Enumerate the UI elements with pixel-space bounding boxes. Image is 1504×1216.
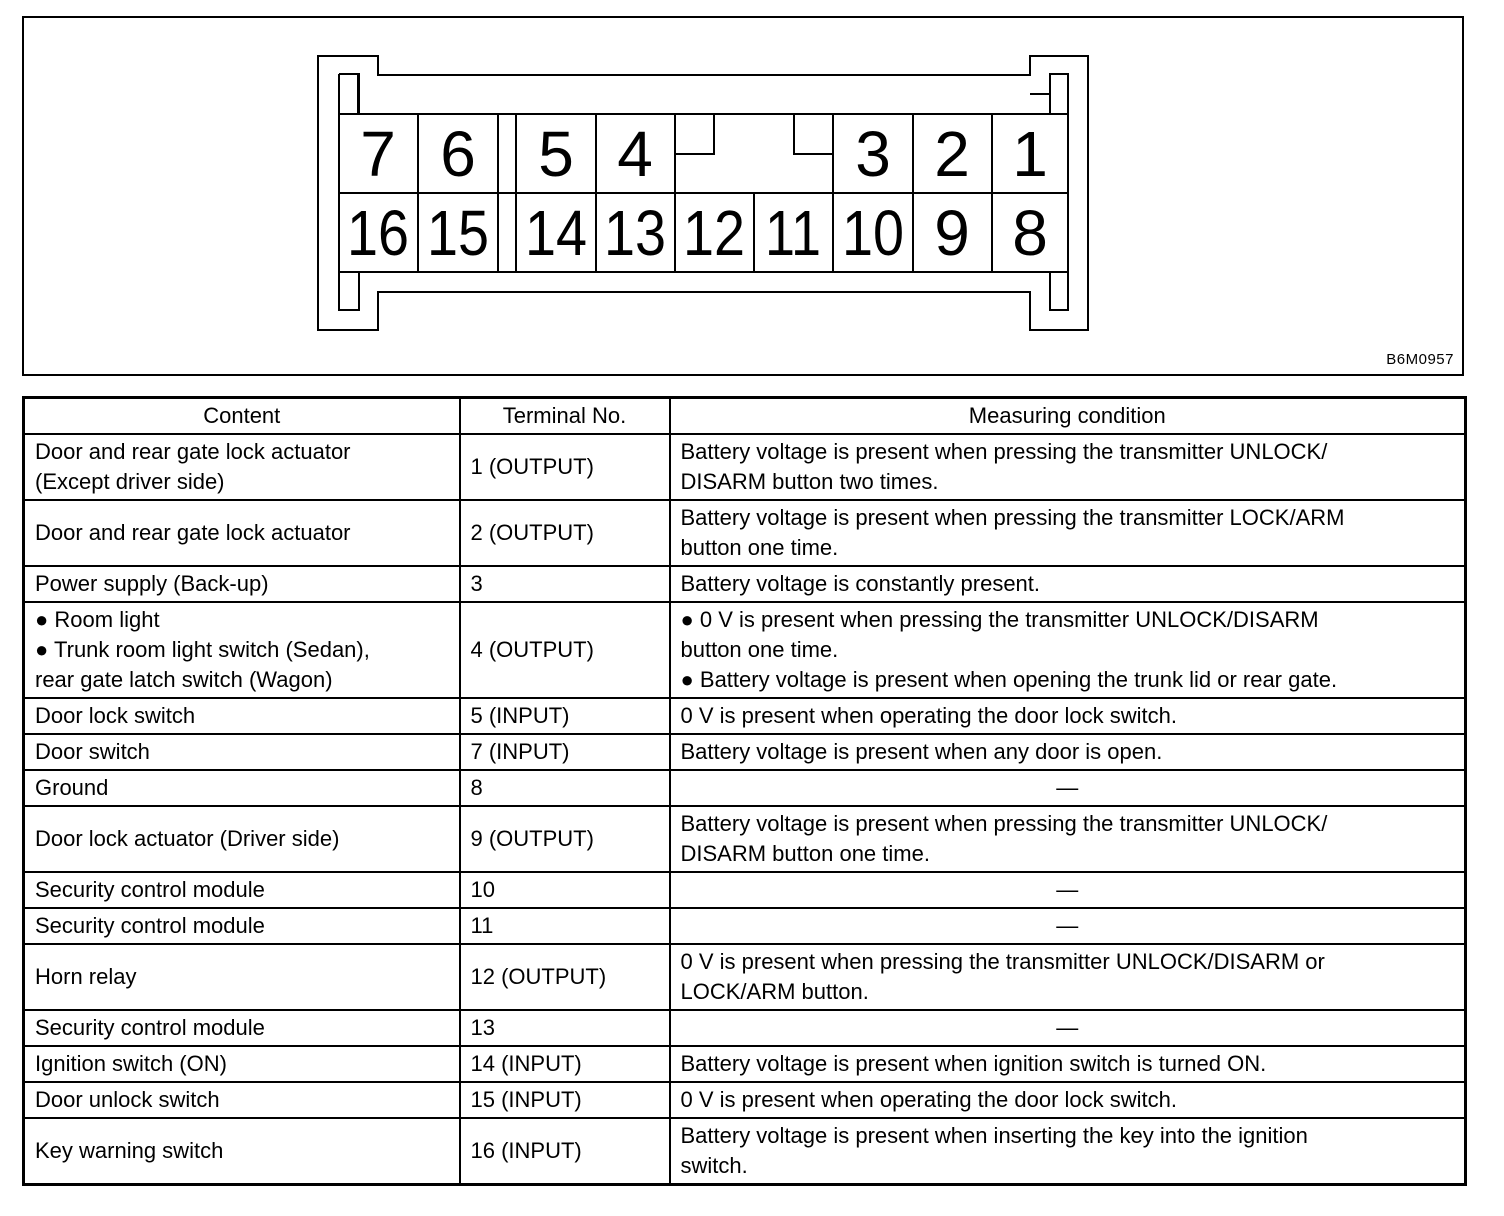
condition-cell-line: Battery voltage is present when pressing the transmitter LOCK/ARM — [680, 505, 1345, 530]
content-cell-line: rear gate latch switch (Wagon) — [35, 667, 333, 692]
condition-cell — [670, 1010, 1466, 1046]
condition-cell-line: LOCK/ARM button. — [680, 979, 869, 1004]
pin-label-16: 16 — [347, 197, 409, 269]
condition-cell — [670, 806, 1466, 872]
condition-cell-line: ● Battery voltage is present when opening the trunk lid or rear gate. — [680, 667, 1338, 692]
content-cell — [24, 806, 460, 872]
content-cell-line: (Except driver side) — [35, 469, 225, 494]
pin-label-9: 9 — [934, 197, 970, 269]
table-body — [24, 434, 1466, 1185]
pin-label-7: 7 — [360, 118, 396, 190]
condition-cell — [670, 1118, 1466, 1185]
table-row — [24, 1118, 1466, 1185]
content-cell-line: Security control module — [35, 877, 265, 902]
table-row — [24, 908, 1466, 944]
content-cell-line: Door switch — [35, 739, 150, 764]
content-cell — [24, 770, 460, 806]
condition-cell — [670, 698, 1466, 734]
table-row — [24, 944, 1466, 1010]
condition-cell-line: — — [1056, 775, 1079, 800]
terminal-cell: 4 (OUTPUT) — [460, 602, 670, 698]
content-cell-line: ● Trunk room light switch (Sedan), — [35, 637, 370, 662]
content-cell — [24, 602, 460, 698]
terminal-cell: 15 (INPUT) — [460, 1082, 670, 1118]
condition-cell-line: 0 V is present when operating the door lock switch. — [680, 1087, 1177, 1112]
condition-cell-line: switch. — [680, 1153, 748, 1178]
condition-cell — [670, 1046, 1466, 1082]
header-content: Content — [24, 398, 460, 435]
table-row — [24, 1082, 1466, 1118]
terminal-cell: 16 (INPUT) — [460, 1118, 670, 1185]
content-cell-line: Door lock actuator (Driver side) — [35, 826, 340, 851]
pin-label-11: 11 — [765, 197, 821, 269]
pin-label-2: 2 — [934, 118, 970, 190]
content-cell-line: Key warning switch — [35, 1138, 224, 1163]
condition-cell — [670, 908, 1466, 944]
content-cell-line: Door lock switch — [35, 703, 196, 728]
condition-cell — [670, 770, 1466, 806]
table-row — [24, 698, 1466, 734]
content-cell-line: Power supply (Back-up) — [35, 571, 269, 596]
content-cell-line: Door and rear gate lock actuator — [35, 520, 351, 545]
terminal-cell: 7 (INPUT) — [460, 734, 670, 770]
pin-label-14: 14 — [525, 197, 587, 269]
condition-cell — [670, 734, 1466, 770]
pin-label-12: 12 — [683, 197, 745, 269]
content-cell-line: Ground — [35, 775, 109, 800]
condition-cell-line: Battery voltage is present when any door is open. — [680, 739, 1163, 764]
table-row — [24, 1046, 1466, 1082]
table-header-row — [24, 398, 1466, 435]
condition-cell — [670, 500, 1466, 566]
condition-cell-line: DISARM button two times. — [680, 469, 939, 494]
condition-cell-line: — — [1056, 1015, 1079, 1040]
condition-cell-line: — — [1056, 913, 1079, 938]
connector-housing-inner — [339, 74, 1068, 114]
content-cell — [24, 1082, 460, 1118]
content-cell — [24, 1010, 460, 1046]
connector-diagram — [24, 18, 1462, 374]
condition-cell-line: Battery voltage is present when inserting the key into the ignition — [680, 1123, 1308, 1148]
condition-cell-line: button one time. — [680, 637, 839, 662]
terminal-cell: 11 — [460, 908, 670, 944]
content-cell — [24, 434, 460, 500]
pin-label-1: 1 — [1012, 118, 1048, 190]
content-cell — [24, 698, 460, 734]
table-row — [24, 500, 1466, 566]
content-cell-line: Door and rear gate lock actuator — [35, 439, 351, 464]
terminal-cell: 5 (INPUT) — [460, 698, 670, 734]
condition-cell-line: 0 V is present when pressing the transmitter UNLOCK/DISARM or — [680, 949, 1325, 974]
content-cell — [24, 872, 460, 908]
content-cell — [24, 1118, 460, 1185]
content-cell-line: Security control module — [35, 913, 265, 938]
content-cell — [24, 500, 460, 566]
content-cell — [24, 734, 460, 770]
pin-label-10: 10 — [842, 197, 904, 269]
content-cell-line: Ignition switch (ON) — [35, 1051, 227, 1076]
pin-label-6: 6 — [440, 118, 476, 190]
condition-cell-line: Battery voltage is constantly present. — [680, 571, 1041, 596]
table-row — [24, 602, 1466, 698]
table-row — [24, 734, 1466, 770]
content-cell — [24, 944, 460, 1010]
terminal-cell: 1 (OUTPUT) — [460, 434, 670, 500]
table-row — [24, 1010, 1466, 1046]
content-cell-line: Door unlock switch — [35, 1087, 220, 1112]
header-terminal-no: Terminal No. — [460, 398, 670, 435]
condition-cell — [670, 566, 1466, 602]
pin-label-3: 3 — [855, 118, 891, 190]
pin-label-15: 15 — [427, 197, 489, 269]
table-row — [24, 806, 1466, 872]
condition-cell-line: Battery voltage is present when pressing the transmitter UNLOCK/ — [680, 811, 1328, 836]
pin-label-13: 13 — [604, 197, 666, 269]
terminal-cell: 3 — [460, 566, 670, 602]
figure-code: B6M0957 — [1386, 351, 1454, 368]
terminal-cell: 10 — [460, 872, 670, 908]
terminal-cell: 14 (INPUT) — [460, 1046, 670, 1082]
table-row — [24, 566, 1466, 602]
connector-diagram-panel — [22, 16, 1464, 376]
content-cell — [24, 908, 460, 944]
condition-cell — [670, 602, 1466, 698]
condition-cell-line: ● 0 V is present when pressing the transmitter UNLOCK/DISARM — [680, 607, 1319, 632]
table-row — [24, 434, 1466, 500]
terminal-cell: 13 — [460, 1010, 670, 1046]
content-cell-line: Security control module — [35, 1015, 265, 1040]
table-row — [24, 872, 1466, 908]
condition-cell — [670, 944, 1466, 1010]
condition-cell — [670, 872, 1466, 908]
condition-cell-line: 0 V is present when operating the door lock switch. — [680, 703, 1177, 728]
pin-label-8: 8 — [1012, 197, 1048, 269]
header-measuring-condition: Measuring condition — [670, 398, 1466, 435]
condition-cell — [670, 434, 1466, 500]
condition-cell-line: button one time. — [680, 535, 839, 560]
terminal-cell: 8 — [460, 770, 670, 806]
terminal-cell: 2 (OUTPUT) — [460, 500, 670, 566]
content-cell-line: ● Room light — [35, 607, 160, 632]
table-row — [24, 770, 1466, 806]
content-cell — [24, 566, 460, 602]
condition-cell-line: DISARM button one time. — [680, 841, 930, 866]
condition-cell-line: — — [1056, 877, 1079, 902]
connector-key — [675, 114, 833, 154]
condition-cell-line: Battery voltage is present when pressing the transmitter UNLOCK/ — [680, 439, 1328, 464]
terminal-cell: 12 (OUTPUT) — [460, 944, 670, 1010]
pin-label-5: 5 — [538, 118, 574, 190]
condition-cell-line: Battery voltage is present when ignition switch is turned ON. — [680, 1051, 1267, 1076]
content-cell-line: Horn relay — [35, 964, 137, 989]
terminal-table — [22, 396, 1467, 1186]
condition-cell — [670, 1082, 1466, 1118]
pin-label-4: 4 — [617, 118, 653, 190]
content-cell — [24, 1046, 460, 1082]
terminal-cell: 9 (OUTPUT) — [460, 806, 670, 872]
